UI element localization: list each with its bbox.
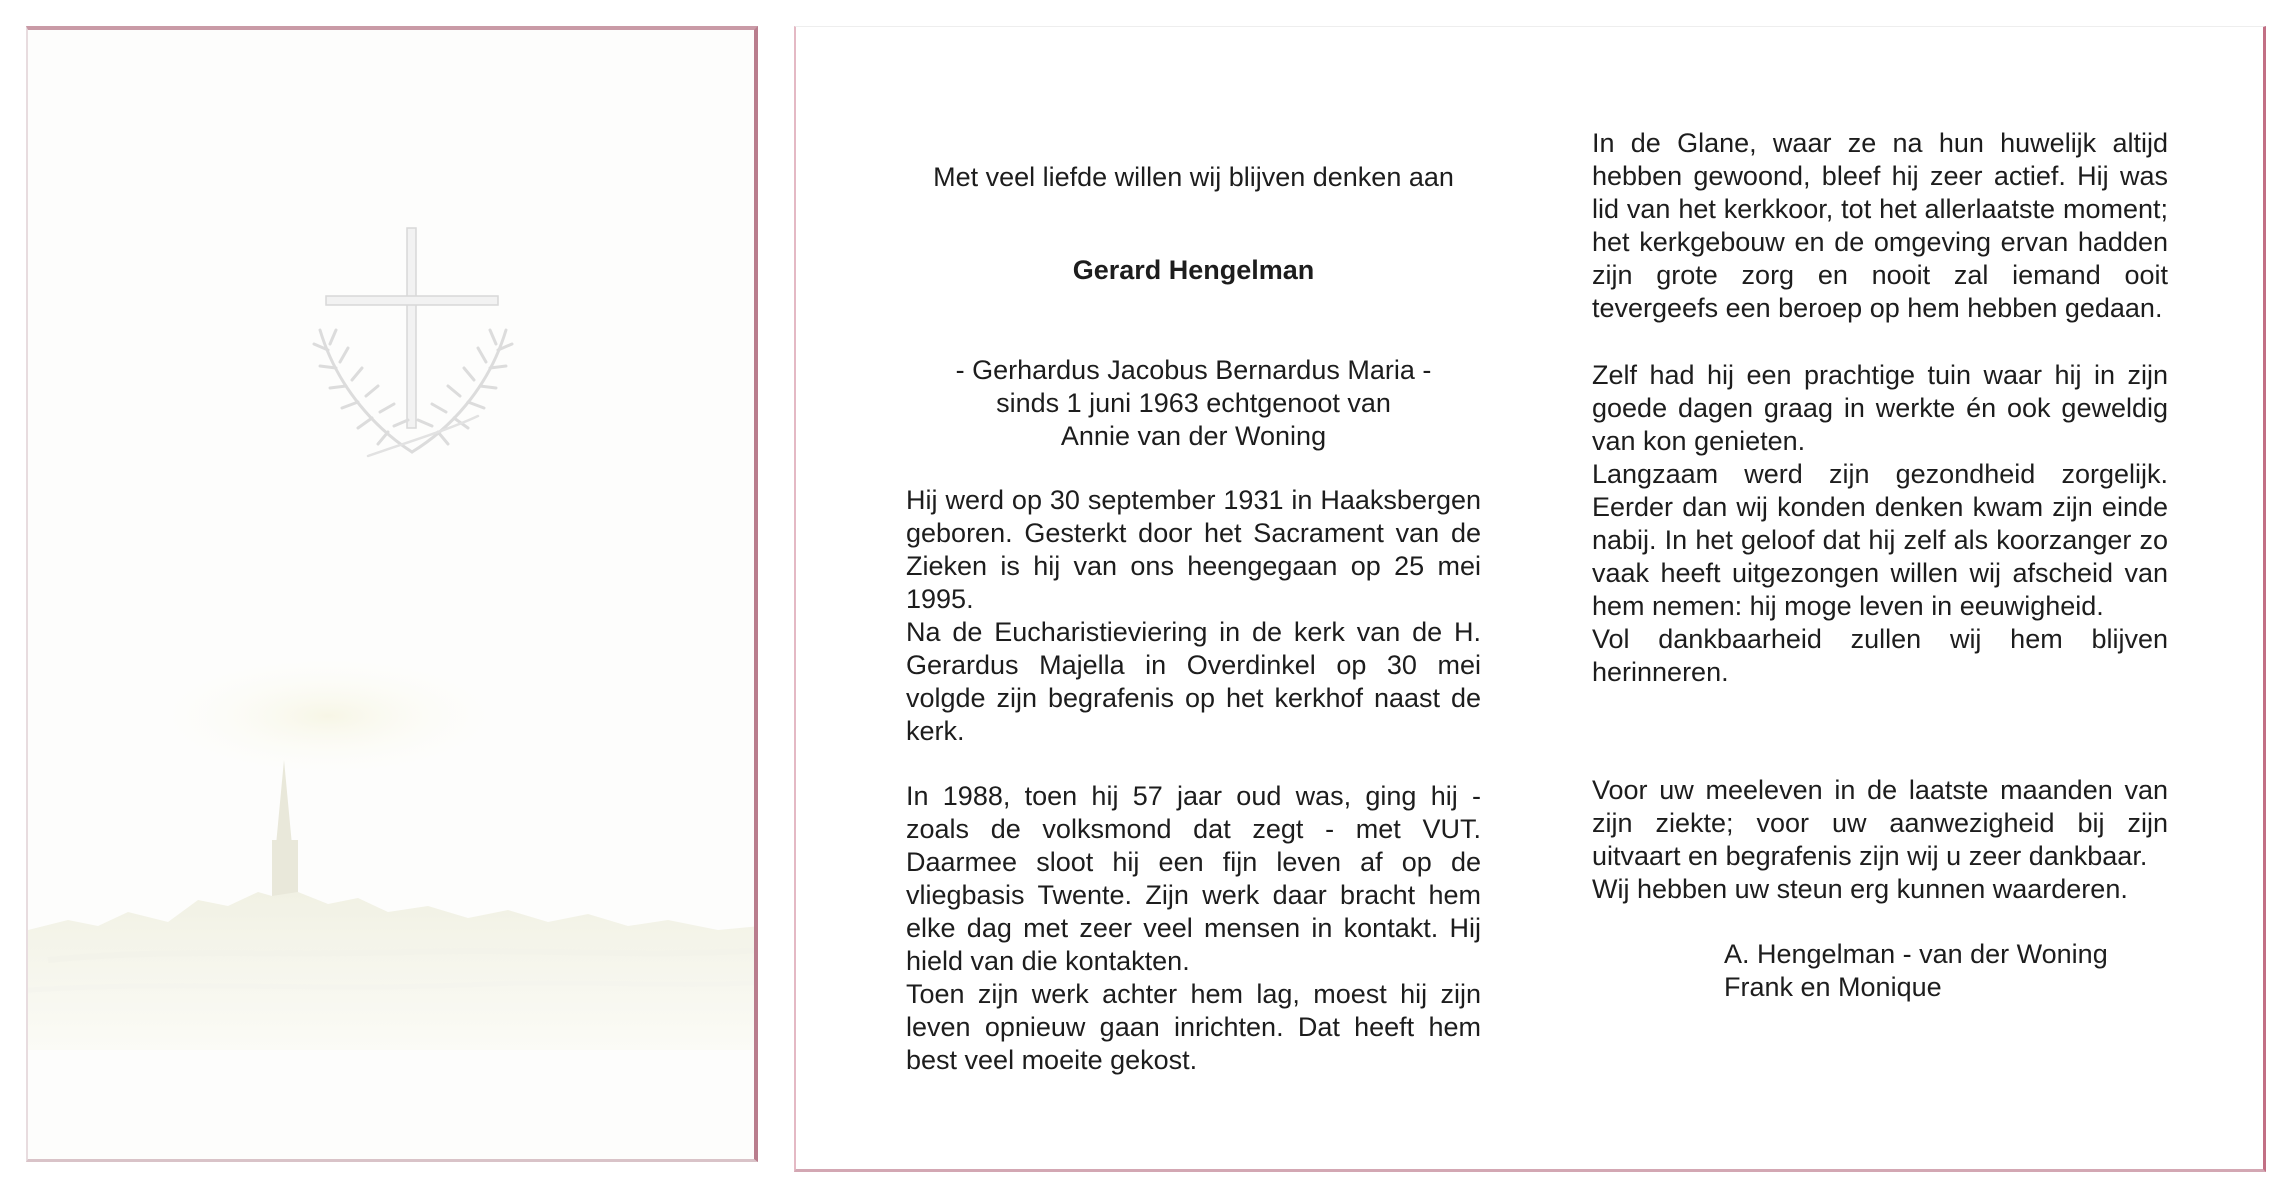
memorial-text-card bbox=[794, 26, 2266, 1172]
full-name-line: - Gerhardus Jacobus Bernardus Maria - bbox=[955, 355, 1432, 385]
deceased-name: Gerard Hengelman bbox=[1072, 255, 1315, 285]
funeral-paragraph: Na de Eucharistieviering in de kerk van de H. Gerardus Majella in Overdinkel op 30 mei volgde zijn begrafenis op het kerkhof naast de kerk. bbox=[906, 617, 1481, 746]
retirement-paragraph: In 1988, toen hij 57 jaar oud was, ging hij - zoals de volksmond dat zegt - met VUT. Daarmee sloot hij een fijn leven af op de vliegbasis Twente. Zijn werk daar bracht hem elke dag met zeer veel mensen in kontakt. Hij hield van die kontakten. bbox=[906, 781, 1481, 976]
thanks-paragraph: Voor uw meeleven in de laatste maanden van zijn ziekte; voor uw aanwezigheid bij zijn uitvaart en begrafenis zijn wij u zeer dankbaar. bbox=[1592, 775, 2168, 871]
cross-with-palm-branches-icon bbox=[308, 220, 518, 470]
marriage-line: sinds 1 juni 1963 echtgenoot van bbox=[996, 388, 1391, 418]
garden-paragraph: Zelf had hij een prachtige tuin waar hij in zijn goede dagen graag in werkte én ook geweldig van kon genieten. bbox=[1592, 360, 2168, 456]
left-text-column bbox=[906, 127, 1481, 1077]
church-activity-paragraph: In de Glane, waar ze na hun huwelijk altijd hebben gewoond, bleef hij zeer actief. Hij was lid van het kerkkoor, tot het allerlaatste moment; het kerkgebouw en de omgeving ervan hadden zijn grote zorg en nooit zal iemand ooit tevergeefs een beroep op hem hebben gedaan. bbox=[1592, 128, 2168, 323]
church-skyline-illustration bbox=[28, 630, 758, 1050]
cover-card bbox=[26, 26, 758, 1162]
health-paragraph: Langzaam werd zijn gezondheid zorgelijk. Eerder dan wij konden denken kwam zijn einde nabij. In het geloof dat hij zelf als koorzanger zo vaak heeft uitgezongen willen wij afscheid van hem nemen: hij moge leven in eeuwigheid. bbox=[1592, 459, 2168, 621]
intro-line: Met veel liefde willen wij blijven denken aan bbox=[933, 162, 1454, 192]
signature-block bbox=[1724, 938, 2168, 1004]
after-work-paragraph: Toen zijn werk achter hem lag, moest hij zijn leven opnieuw gaan inrichten. Dat heeft hem best veel moeite gekost. bbox=[906, 979, 1481, 1075]
signature-line-children: Frank en Monique bbox=[1724, 972, 1942, 1002]
full-name-block bbox=[906, 354, 1481, 453]
birth-death-paragraph: Hij werd op 30 september 1931 in Haaksbergen geboren. Gesterkt door het Sacrament van de Zieken is hij van ons heengegaan op 25 mei 1995. bbox=[906, 485, 1481, 614]
appreciation-line: Wij hebben uw steun erg kunnen waarderen. bbox=[1592, 874, 2128, 904]
gratitude-paragraph: Vol dankbaarheid zullen wij hem blijven herinneren. bbox=[1592, 624, 2168, 687]
spouse-line: Annie van der Woning bbox=[1060, 421, 1327, 451]
right-text-column bbox=[1592, 127, 2168, 1004]
signature-line-spouse: A. Hengelman - van der Woning bbox=[1724, 939, 2108, 969]
